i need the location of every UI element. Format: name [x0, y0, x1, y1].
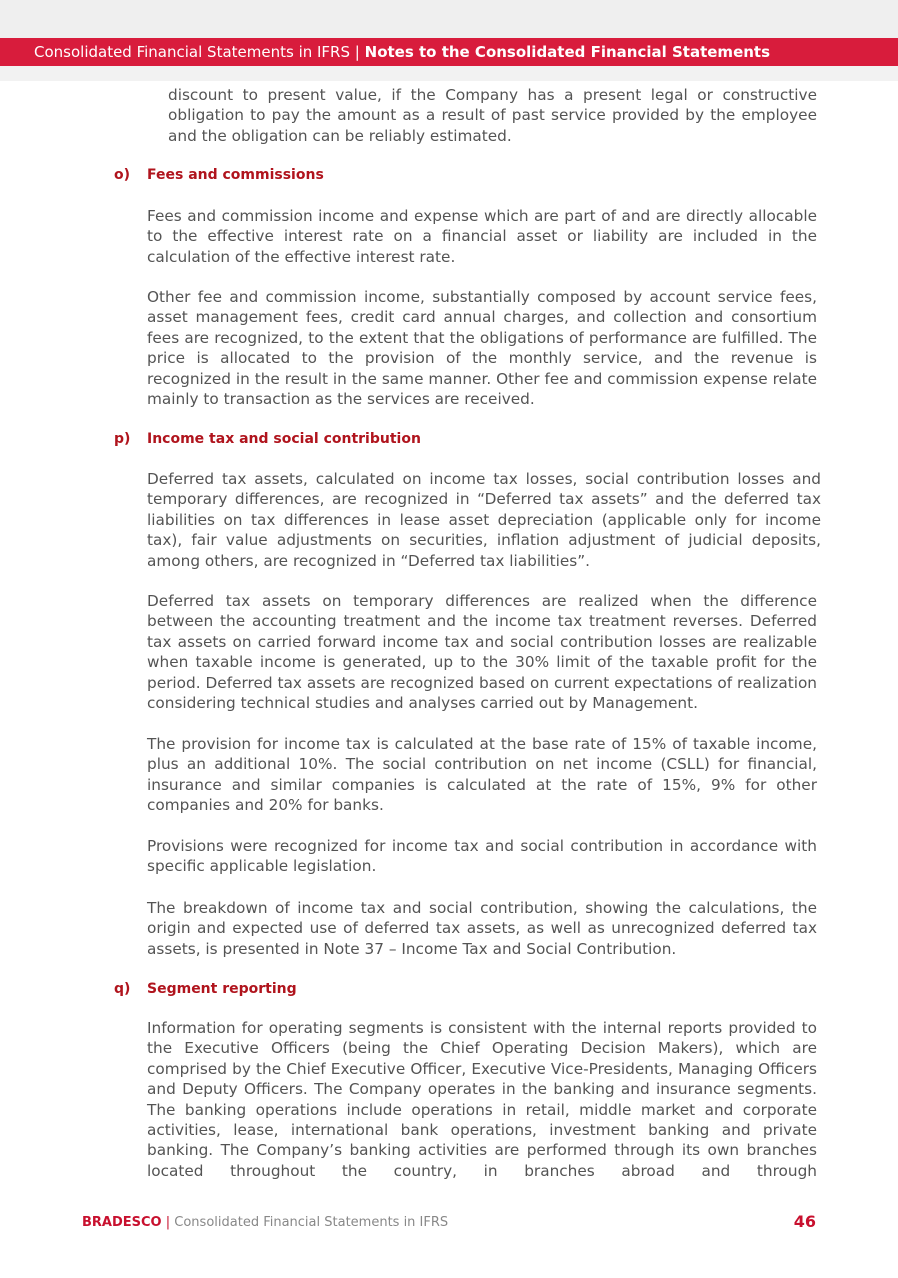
- paragraph-o-1: Fees and commission income and expense which are part of and are directly allocable to the effective interest rate on a financial asset or liability are included in the calculation of the effective interest rate.: [147, 207, 817, 266]
- section-letter: p): [114, 431, 131, 447]
- paragraph-p-5: The breakdown of income tax and social contribution, showing the calculations, the origin and expected use of deferred tax assets, as well as unrecognized deferred tax assets, is presented in Note 37 – Income Tax and Social Contribution.: [147, 899, 817, 958]
- section-letter: q): [114, 981, 131, 997]
- page-number: 46: [793, 1212, 816, 1231]
- header-shadow-bar: [0, 66, 898, 81]
- section-heading-q: [114, 980, 814, 998]
- paragraph-o-2: Other fee and commission income, substantially composed by account service fees, asset management fees, credit card annual charges, and collection and consortium fees are recognized, to the extent that the obligations of performance are fulfilled. The price is allocated to the provision of the monthly service, and the revenue is recognized in the result in the same manner. Other fee and commission expense relate mainly to transaction as the services are received.: [147, 288, 817, 409]
- footer-doc-title: Consolidated Financial Statements in IFRS: [174, 1215, 449, 1230]
- footer: [82, 1214, 448, 1232]
- paragraph-p-2: Deferred tax assets on temporary differences are realized when the difference between the accounting treatment and the income tax treatment reverses. Deferred tax assets on carried forward income tax and social contribution losses are realizable when taxable income is generated, up to the 30% limit of the taxable profit for the period. Deferred tax assets are recognized based on current expectations of realization considering technical studies and analyses carried out by Management.: [147, 592, 817, 713]
- footer-brand: BRADESCO: [82, 1215, 162, 1230]
- top-margin-bar: [0, 0, 898, 38]
- footer-separator: |: [165, 1215, 171, 1230]
- section-letter: o): [114, 167, 131, 183]
- section-heading-p: [114, 430, 814, 448]
- intro-paragraph: discount to present value, if the Company has a present legal or constructive obligation to pay the amount as a result of past service provided by the employee and the obligation can be reliably estimated.: [168, 86, 817, 145]
- paragraph-p-1: Deferred tax assets, calculated on income tax losses, social contribution losses and temporary differences, are recognized in “Deferred tax assets” and the deferred tax liabilities on tax differences in lease asset depreciation (applicable only for income tax), fair value adjustments on securities, inflation adjustment of judicial deposits, among others, are recognized in “Deferred tax liabilities”.: [147, 470, 821, 570]
- paragraph-p-4: Provisions were recognized for income tax and social contribution in accordance with specific applicable legislation.: [147, 837, 817, 876]
- section-title: Fees and commissions: [147, 167, 324, 183]
- header-separator: |: [354, 43, 360, 61]
- header-left-text: Consolidated Financial Statements in IFRS: [34, 43, 351, 61]
- section-title: Segment reporting: [147, 981, 297, 997]
- section-title: Income tax and social contribution: [147, 431, 421, 447]
- paragraph-p-3: The provision for income tax is calculated at the base rate of 15% of taxable income, plus an additional 10%. The social contribution on net income (CSLL) for financial, insurance and similar companies is calculated at the rate of 15%, 9% for other companies and 20% for banks.: [147, 735, 817, 815]
- page-header-band: [0, 38, 898, 66]
- header-right-text: Notes to the Consolidated Financial Statements: [364, 43, 771, 61]
- paragraph-q-1: Information for operating segments is consistent with the internal reports provided to the Executive Officers (being the Chief Operating Decision Makers), which are comprised by the Chief Executive Officer, Executive Vice-Presidents, Managing Officers and Deputy Officers. The Company operates in the banking and insurance segments. The banking operations include operations in retail, middle market and corporate activities, lease, international bank operations, investment banking and private banking. The Company’s banking activities are performed through its own branches located throughout the country, in branches abroad and through: [147, 1019, 817, 1180]
- section-heading-o: [114, 166, 814, 184]
